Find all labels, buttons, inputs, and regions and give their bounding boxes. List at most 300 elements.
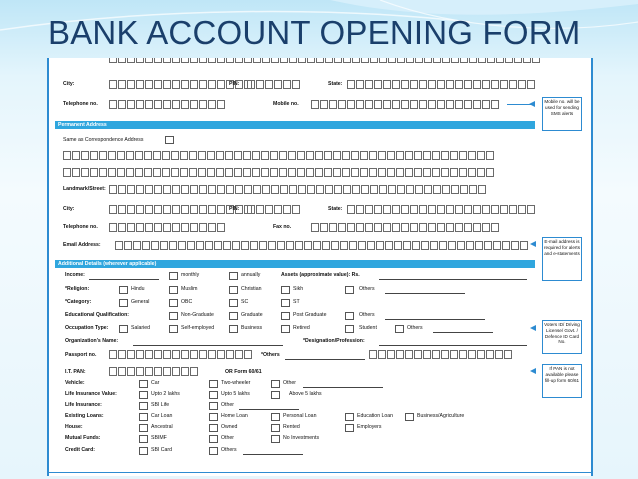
char-box[interactable] [397, 58, 405, 63]
char-box[interactable] [145, 223, 153, 232]
char-box[interactable] [72, 168, 80, 177]
char-box[interactable] [423, 151, 431, 160]
char-box[interactable] [181, 185, 189, 194]
char-box[interactable] [306, 168, 314, 177]
char-box[interactable] [124, 241, 132, 250]
char-box[interactable] [477, 350, 485, 359]
char-box[interactable] [181, 80, 189, 89]
state2-boxes[interactable] [347, 205, 536, 214]
char-box[interactable] [253, 58, 261, 63]
retired-checkbox[interactable] [281, 325, 290, 333]
char-box[interactable] [401, 100, 409, 109]
char-box[interactable] [136, 58, 144, 63]
char-box[interactable] [205, 241, 213, 250]
char-box[interactable] [446, 205, 454, 214]
char-box[interactable] [374, 205, 382, 214]
salaried-checkbox[interactable] [119, 325, 128, 333]
char-box[interactable] [333, 151, 341, 160]
char-box[interactable] [181, 350, 189, 359]
char-box[interactable] [324, 168, 332, 177]
char-box[interactable] [217, 350, 225, 359]
char-box[interactable] [199, 185, 207, 194]
char-box[interactable] [190, 100, 198, 109]
char-box[interactable] [428, 100, 436, 109]
char-box[interactable] [109, 100, 117, 109]
char-box[interactable] [415, 185, 423, 194]
mobile-boxes[interactable] [311, 100, 500, 109]
obc-checkbox[interactable] [169, 299, 178, 307]
char-box[interactable] [279, 168, 287, 177]
char-box[interactable] [172, 185, 180, 194]
char-box[interactable] [369, 350, 377, 359]
char-box[interactable] [428, 80, 436, 89]
perm-address-line2[interactable] [63, 168, 495, 177]
general-checkbox[interactable] [119, 299, 128, 307]
char-box[interactable] [187, 241, 195, 250]
char-box[interactable] [172, 205, 180, 214]
char-box[interactable] [208, 58, 216, 63]
char-box[interactable] [388, 185, 396, 194]
char-box[interactable] [298, 185, 306, 194]
char-box[interactable] [235, 58, 243, 63]
char-box[interactable] [387, 151, 395, 160]
char-box[interactable] [410, 205, 418, 214]
char-box[interactable] [154, 367, 162, 376]
char-box[interactable] [250, 241, 258, 250]
char-box[interactable] [406, 58, 414, 63]
char-box[interactable] [145, 350, 153, 359]
char-box[interactable] [180, 151, 188, 160]
char-box[interactable] [504, 350, 512, 359]
itpan-boxes[interactable] [109, 367, 199, 376]
char-box[interactable] [523, 58, 531, 63]
char-box[interactable] [333, 168, 341, 177]
char-box[interactable] [432, 168, 440, 177]
char-box[interactable] [329, 223, 337, 232]
occ-others-line[interactable] [433, 332, 493, 333]
char-box[interactable] [450, 350, 458, 359]
char-box[interactable] [455, 205, 463, 214]
char-box[interactable] [136, 223, 144, 232]
char-box[interactable] [338, 100, 346, 109]
char-box[interactable] [145, 367, 153, 376]
char-box[interactable] [297, 168, 305, 177]
char-box[interactable] [274, 205, 282, 214]
char-box[interactable] [423, 168, 431, 177]
char-box[interactable] [232, 241, 240, 250]
char-box[interactable] [261, 151, 269, 160]
char-box[interactable] [491, 223, 499, 232]
personalloan-checkbox[interactable] [271, 413, 280, 421]
char-box[interactable] [256, 205, 264, 214]
char-box[interactable] [271, 58, 279, 63]
char-box[interactable] [154, 223, 162, 232]
char-box[interactable] [295, 241, 303, 250]
char-box[interactable] [253, 185, 261, 194]
char-box[interactable] [277, 241, 285, 250]
char-box[interactable] [325, 58, 333, 63]
char-box[interactable] [109, 205, 117, 214]
char-box[interactable] [135, 151, 143, 160]
char-box[interactable] [388, 58, 396, 63]
above5-checkbox[interactable] [271, 391, 280, 399]
twowheeler-checkbox[interactable] [209, 380, 218, 388]
char-box[interactable] [433, 58, 441, 63]
char-box[interactable] [307, 185, 315, 194]
char-box[interactable] [126, 168, 134, 177]
char-box[interactable] [198, 151, 206, 160]
char-box[interactable] [199, 350, 207, 359]
char-box[interactable] [450, 168, 458, 177]
char-box[interactable] [289, 58, 297, 63]
char-box[interactable] [145, 205, 153, 214]
hindu-checkbox[interactable] [119, 286, 128, 294]
sbilife-checkbox[interactable] [139, 402, 148, 410]
others-id-boxes[interactable] [369, 350, 513, 359]
char-box[interactable] [356, 205, 364, 214]
char-box[interactable] [441, 168, 449, 177]
char-box[interactable] [163, 350, 171, 359]
char-box[interactable] [419, 205, 427, 214]
char-box[interactable] [520, 241, 528, 250]
char-box[interactable] [217, 205, 225, 214]
pin2-boxes[interactable] [247, 205, 301, 214]
char-box[interactable] [487, 58, 495, 63]
char-box[interactable] [334, 185, 342, 194]
char-box[interactable] [136, 100, 144, 109]
char-box[interactable] [428, 205, 436, 214]
char-box[interactable] [464, 100, 472, 109]
char-box[interactable] [477, 151, 485, 160]
char-box[interactable] [468, 151, 476, 160]
char-box[interactable] [412, 241, 420, 250]
char-box[interactable] [109, 367, 117, 376]
char-box[interactable] [208, 205, 216, 214]
char-box[interactable] [160, 241, 168, 250]
telephone2-boxes[interactable] [109, 223, 226, 232]
monthly-checkbox[interactable] [169, 272, 178, 280]
char-box[interactable] [234, 168, 242, 177]
char-box[interactable] [442, 58, 450, 63]
char-box[interactable] [127, 205, 135, 214]
char-box[interactable] [475, 241, 483, 250]
char-box[interactable] [361, 58, 369, 63]
char-box[interactable] [90, 151, 98, 160]
char-box[interactable] [356, 100, 364, 109]
char-box[interactable] [414, 151, 422, 160]
char-box[interactable] [459, 151, 467, 160]
char-box[interactable] [118, 80, 126, 89]
char-box[interactable] [199, 205, 207, 214]
char-box[interactable] [442, 185, 450, 194]
char-box[interactable] [495, 350, 503, 359]
char-box[interactable] [322, 241, 330, 250]
char-box[interactable] [491, 80, 499, 89]
char-box[interactable] [154, 185, 162, 194]
char-box[interactable] [217, 223, 225, 232]
char-box[interactable] [199, 80, 207, 89]
char-box[interactable] [433, 185, 441, 194]
char-box[interactable] [163, 100, 171, 109]
char-box[interactable] [428, 223, 436, 232]
char-box[interactable] [127, 58, 135, 63]
char-box[interactable] [385, 241, 393, 250]
char-box[interactable] [199, 58, 207, 63]
char-box[interactable] [118, 367, 126, 376]
char-box[interactable] [72, 151, 80, 160]
char-box[interactable] [374, 80, 382, 89]
char-box[interactable] [117, 151, 125, 160]
char-box[interactable] [379, 58, 387, 63]
perm-address-line1[interactable] [63, 151, 495, 160]
char-box[interactable] [347, 80, 355, 89]
char-box[interactable] [216, 151, 224, 160]
st-checkbox[interactable] [281, 299, 290, 307]
char-box[interactable] [171, 168, 179, 177]
sbimf-checkbox[interactable] [139, 435, 148, 443]
postgrad-checkbox[interactable] [281, 312, 290, 320]
employers-checkbox[interactable] [345, 424, 354, 432]
char-box[interactable] [172, 80, 180, 89]
char-box[interactable] [311, 100, 319, 109]
char-box[interactable] [292, 80, 300, 89]
char-box[interactable] [370, 185, 378, 194]
char-box[interactable] [437, 80, 445, 89]
char-box[interactable] [383, 80, 391, 89]
char-box[interactable] [256, 80, 264, 89]
cc-others-line[interactable] [243, 454, 303, 455]
char-box[interactable] [451, 58, 459, 63]
char-box[interactable] [343, 185, 351, 194]
char-box[interactable] [383, 100, 391, 109]
assets-line[interactable] [379, 279, 527, 280]
char-box[interactable] [81, 168, 89, 177]
char-box[interactable] [145, 80, 153, 89]
char-box[interactable] [286, 241, 294, 250]
ancestral-checkbox[interactable] [139, 424, 148, 432]
char-box[interactable] [261, 168, 269, 177]
char-box[interactable] [451, 185, 459, 194]
char-box[interactable] [247, 205, 255, 214]
char-box[interactable] [154, 100, 162, 109]
char-box[interactable] [289, 185, 297, 194]
char-box[interactable] [320, 223, 328, 232]
char-box[interactable] [154, 205, 162, 214]
income-line[interactable] [89, 279, 159, 280]
char-box[interactable] [315, 151, 323, 160]
char-box[interactable] [493, 241, 501, 250]
char-box[interactable] [486, 350, 494, 359]
char-box[interactable] [208, 100, 216, 109]
char-box[interactable] [325, 185, 333, 194]
char-box[interactable] [478, 185, 486, 194]
char-box[interactable] [262, 185, 270, 194]
char-box[interactable] [226, 58, 234, 63]
fax-boxes[interactable] [311, 223, 500, 232]
char-box[interactable] [349, 241, 357, 250]
char-box[interactable] [142, 241, 150, 250]
char-box[interactable] [279, 151, 287, 160]
char-box[interactable] [283, 80, 291, 89]
char-box[interactable] [163, 205, 171, 214]
char-box[interactable] [163, 367, 171, 376]
char-box[interactable] [356, 223, 364, 232]
landmark-boxes[interactable] [109, 185, 487, 194]
char-box[interactable] [387, 168, 395, 177]
char-box[interactable] [181, 367, 189, 376]
char-box[interactable] [387, 350, 395, 359]
char-box[interactable] [223, 241, 231, 250]
char-box[interactable] [491, 100, 499, 109]
char-box[interactable] [448, 241, 456, 250]
char-box[interactable] [144, 168, 152, 177]
char-box[interactable] [244, 185, 252, 194]
designation-line[interactable] [379, 345, 527, 346]
vehicle-other-line[interactable] [303, 387, 383, 388]
char-box[interactable] [118, 58, 126, 63]
char-box[interactable] [432, 350, 440, 359]
char-box[interactable] [378, 168, 386, 177]
char-box[interactable] [379, 185, 387, 194]
noinv-checkbox[interactable] [271, 435, 280, 443]
occ-others-checkbox[interactable] [395, 325, 404, 333]
religion-others-checkbox[interactable] [345, 286, 354, 294]
char-box[interactable] [226, 185, 234, 194]
bizloan-checkbox[interactable] [405, 413, 414, 421]
vehicle-other-checkbox[interactable] [271, 380, 280, 388]
char-box[interactable] [505, 58, 513, 63]
char-box[interactable] [283, 205, 291, 214]
char-box[interactable] [482, 100, 490, 109]
char-box[interactable] [527, 80, 535, 89]
char-box[interactable] [208, 185, 216, 194]
char-box[interactable] [313, 241, 321, 250]
char-box[interactable] [367, 241, 375, 250]
char-box[interactable] [153, 168, 161, 177]
char-box[interactable] [437, 100, 445, 109]
char-box[interactable] [190, 185, 198, 194]
char-box[interactable] [347, 100, 355, 109]
char-box[interactable] [118, 185, 126, 194]
char-box[interactable] [460, 185, 468, 194]
char-box[interactable] [306, 151, 314, 160]
char-box[interactable] [383, 205, 391, 214]
char-box[interactable] [163, 80, 171, 89]
char-box[interactable] [217, 185, 225, 194]
char-box[interactable] [109, 350, 117, 359]
char-box[interactable] [136, 80, 144, 89]
char-box[interactable] [509, 205, 517, 214]
char-box[interactable] [396, 350, 404, 359]
char-box[interactable] [410, 80, 418, 89]
char-box[interactable] [527, 205, 535, 214]
char-box[interactable] [482, 223, 490, 232]
char-box[interactable] [482, 80, 490, 89]
char-box[interactable] [329, 100, 337, 109]
telephone-boxes[interactable] [109, 100, 226, 109]
char-box[interactable] [241, 241, 249, 250]
char-box[interactable] [190, 367, 198, 376]
char-box[interactable] [207, 168, 215, 177]
char-box[interactable] [109, 58, 117, 63]
char-box[interactable] [320, 100, 328, 109]
char-box[interactable] [424, 58, 432, 63]
char-box[interactable] [455, 80, 463, 89]
char-box[interactable] [403, 241, 411, 250]
li-other-checkbox[interactable] [209, 402, 218, 410]
char-box[interactable] [217, 100, 225, 109]
homeloan-checkbox[interactable] [209, 413, 218, 421]
char-box[interactable] [153, 151, 161, 160]
char-box[interactable] [316, 58, 324, 63]
char-box[interactable] [127, 80, 135, 89]
char-box[interactable] [63, 168, 71, 177]
char-box[interactable] [226, 350, 234, 359]
char-box[interactable] [338, 223, 346, 232]
char-box[interactable] [288, 168, 296, 177]
char-box[interactable] [181, 205, 189, 214]
char-box[interactable] [225, 151, 233, 160]
char-box[interactable] [394, 241, 402, 250]
sbicard-checkbox[interactable] [139, 447, 148, 455]
char-box[interactable] [478, 58, 486, 63]
char-box[interactable] [360, 168, 368, 177]
char-box[interactable] [243, 168, 251, 177]
char-box[interactable] [145, 185, 153, 194]
char-box[interactable] [455, 100, 463, 109]
char-box[interactable] [496, 58, 504, 63]
char-box[interactable] [274, 80, 282, 89]
char-box[interactable] [424, 185, 432, 194]
char-box[interactable] [464, 80, 472, 89]
char-box[interactable] [247, 80, 255, 89]
char-box[interactable] [162, 168, 170, 177]
char-box[interactable] [405, 151, 413, 160]
muslim-checkbox[interactable] [169, 286, 178, 294]
char-box[interactable] [369, 168, 377, 177]
char-box[interactable] [378, 350, 386, 359]
char-box[interactable] [109, 223, 117, 232]
char-box[interactable] [190, 350, 198, 359]
char-box[interactable] [270, 151, 278, 160]
owned-checkbox[interactable] [209, 424, 218, 432]
char-box[interactable] [145, 100, 153, 109]
char-box[interactable] [486, 151, 494, 160]
char-box[interactable] [468, 350, 476, 359]
char-box[interactable] [343, 58, 351, 63]
char-box[interactable] [217, 58, 225, 63]
char-box[interactable] [406, 185, 414, 194]
char-box[interactable] [352, 185, 360, 194]
char-box[interactable] [181, 100, 189, 109]
char-box[interactable] [365, 223, 373, 232]
char-box[interactable] [208, 350, 216, 359]
edu-others-checkbox[interactable] [345, 312, 354, 320]
char-box[interactable] [441, 151, 449, 160]
char-box[interactable] [244, 58, 252, 63]
edu-others-line[interactable] [385, 319, 485, 320]
others-id-line[interactable] [285, 359, 365, 360]
char-box[interactable] [126, 151, 134, 160]
char-box[interactable] [334, 58, 342, 63]
char-box[interactable] [392, 100, 400, 109]
char-box[interactable] [358, 241, 366, 250]
char-box[interactable] [181, 58, 189, 63]
char-box[interactable] [423, 350, 431, 359]
char-box[interactable] [439, 241, 447, 250]
char-box[interactable] [118, 350, 126, 359]
char-box[interactable] [511, 241, 519, 250]
